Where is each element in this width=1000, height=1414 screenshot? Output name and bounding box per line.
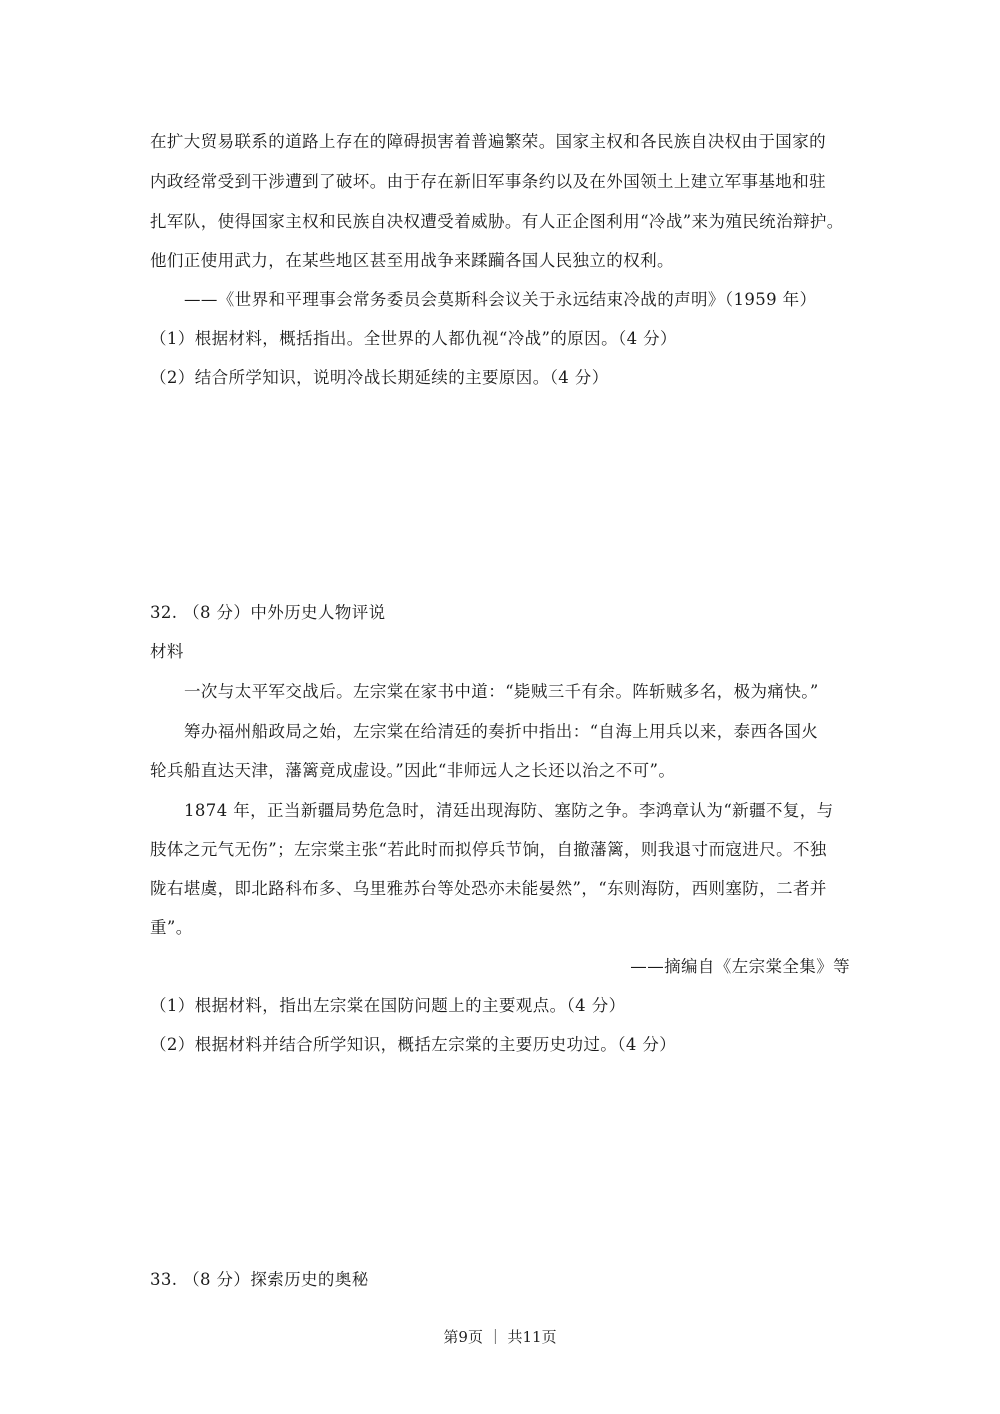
q31-material-line: 扎军队，使得国家主权和民族自决权遭受着威胁。有人正企图利用“冷战”来为殖民统治辩护。 xyxy=(150,212,844,231)
q31-subquestion-1: （1）根据材料，概括指出。全世界的人都仇视“冷战”的原因。（4 分） xyxy=(150,329,677,348)
q32-material-line: 肢体之元气无伤”；左宗棠主张“若此时而拟停兵节饷，自撤藩篱，则我退寸而寇进尺。不独 xyxy=(150,840,827,859)
q32-subquestion-2: （2）根据材料并结合所学知识，概括左宗棠的主要历史功过。（4 分） xyxy=(150,1035,677,1054)
q32-material-line: 陇右堪虞，即北路科布多、乌里雅苏台等处恐亦未能晏然”，“东则海防，西则塞防，二者并 xyxy=(150,879,827,898)
q32-source-citation: ——摘编自《左宗棠全集》等 xyxy=(630,957,850,976)
q32-heading: 32. （8 分）中外历史人物评说 xyxy=(150,603,386,622)
q32-subquestion-1: （1）根据材料，指出左宗棠在国防问题上的主要观点。（4 分） xyxy=(150,996,626,1015)
q32-material-line: 筹办福州船政局之始，左宗棠在给清廷的奏折中指出：“自海上用兵以来，泰西各国火 xyxy=(184,722,819,741)
q32-material-line: 轮兵船直达天津，藩篱竟成虚设。”因此“非师远人之长还以治之不可”。 xyxy=(150,761,676,780)
q32-material-line: 一次与太平军交战后。左宗棠在家书中道：“毙贼三千有余。阵斩贼多名，极为痛快。” xyxy=(184,682,819,701)
q32-material-line: 1874 年，正当新疆局势危急时，清廷出现海防、塞防之争。李鸿章认为“新疆不复，与 xyxy=(184,801,834,820)
q31-source-citation: ——《世界和平理事会常务委员会莫斯科会议关于永远结束冷战的声明》（1959 年） xyxy=(184,290,817,309)
q31-material-line: 在扩大贸易联系的道路上存在的障碍损害着普遍繁荣。国家主权和各民族自决权由于国家的 xyxy=(150,132,826,151)
q31-material-line: 他们正使用武力，在某些地区甚至用战争来蹂躏各国人民独立的权利。 xyxy=(150,251,674,270)
q32-material-line: 重”。 xyxy=(150,918,193,937)
page-footer: 第9页 ｜ 共11页 xyxy=(443,1328,557,1346)
q31-material-line: 内政经常受到干涉遭到了破坏。由于存在新旧军事条约以及在外国领土上建立军事基地和驻 xyxy=(150,172,826,191)
q33-heading: 33. （8 分）探索历史的奥秘 xyxy=(150,1270,369,1289)
exam-page xyxy=(150,0,850,1414)
q32-material-label: 材料 xyxy=(150,642,184,661)
q31-subquestion-2: （2）结合所学知识，说明冷战长期延续的主要原因。（4 分） xyxy=(150,368,609,387)
